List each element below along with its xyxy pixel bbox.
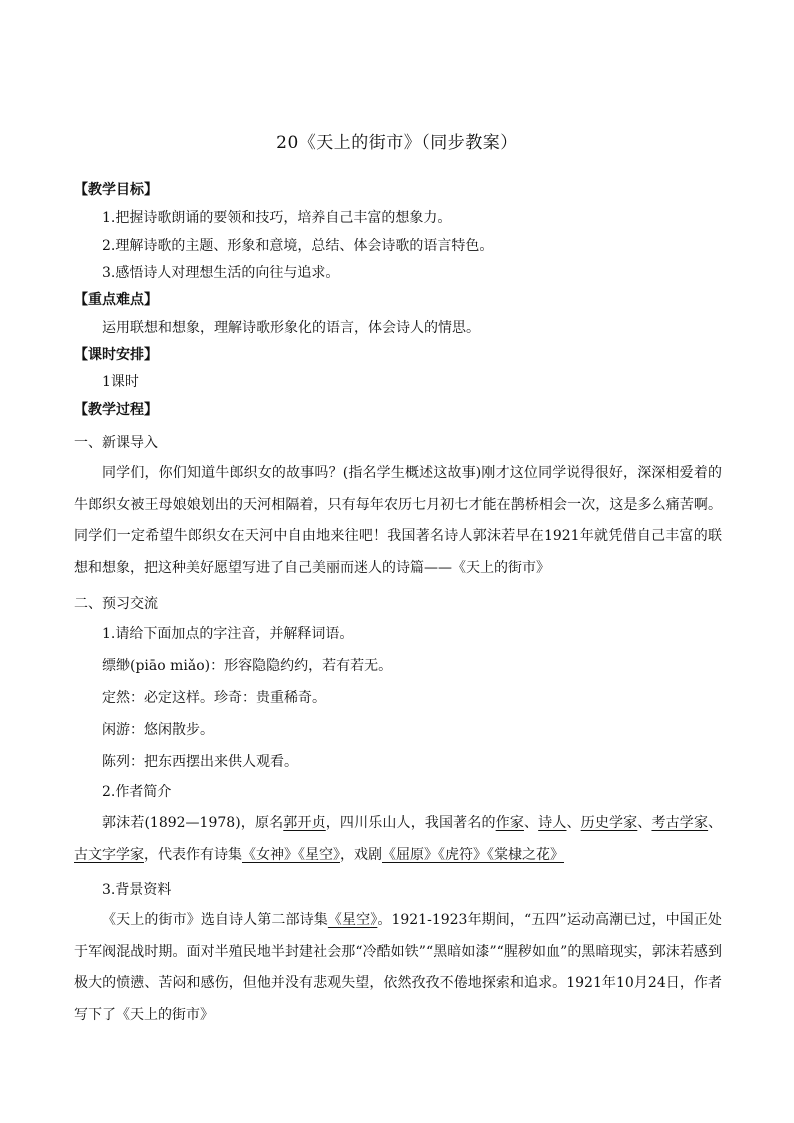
separator: 、 xyxy=(708,815,723,831)
vocab-item-2: 定然：必定这样。珍奇：贵重稀奇。 xyxy=(102,690,326,706)
author-role-poet: 诗人 xyxy=(538,815,567,831)
vocab-item-3: 闲游：悠闲散步。 xyxy=(102,722,214,738)
intro-paragraph: 同学们，你们知道牛郎织女的故事吗？(指名学生概述这故事)刚才这位同学说得很好，深深相爱着的牛郎织女被王母娘娘划出的天河相隔着，只有每年农历七月初七才能在鹊桥相会一次，这是多么痛苦啊。同学们一定希望牛郎织女在天河中自由地来往吧！我国著名诗人郭沫若早在1921年就凭借自己丰富的联想和想象，把这种美好愿望写进了自己美丽而迷人的诗篇——《天上的街市》 xyxy=(74,465,722,576)
author-drama-works: 《屈原》《虎符》《棠棣之花》 xyxy=(382,846,564,863)
separator: 、 xyxy=(523,815,539,831)
background-text: 。1921-1923年期间，“五四”运动高潮已过，中国正处于军阀混战时期。面对半殖民地半封建社会那“冷酷如铁”“黑暗如漆”“腥秽如血”的黑暗现实，郭沫若感到极大的愤懑、苦闷和感伤，但他并没有悲观失望，依然孜孜不倦地探索和追求。1921年10月24日，作者写下了《天上的街市》 xyxy=(74,912,722,1023)
page-title: 20《天上的街市》（同步教案） xyxy=(276,133,518,153)
heading-teaching-goals: 【教学目标】 xyxy=(74,182,158,198)
author-text: 郭沫若(1892—1978)，原名 xyxy=(102,815,284,831)
goal-item-2: 2.理解诗歌的主题、形象和意境，总结、体会诗歌的语言特色。 xyxy=(102,238,494,254)
heading-process: 【教学过程】 xyxy=(74,402,158,418)
background-paragraph xyxy=(74,905,722,1031)
separator: 、 xyxy=(637,815,652,831)
author-text: ，戏剧 xyxy=(340,846,382,863)
vocab-item-1: 缥缈(piāo miǎo)：形容隐隐约约，若有若无。 xyxy=(102,658,393,674)
vocab-item-4: 陈列：把东西摆出来供人观看。 xyxy=(102,754,298,770)
preview-item-1: 1.请给下面加点的字注音，并解释词语。 xyxy=(102,626,354,642)
author-role-historian: 历史学家 xyxy=(580,815,638,831)
author-paragraph xyxy=(74,808,722,871)
separator: 、 xyxy=(566,815,581,831)
heading-key-points: 【重点难点】 xyxy=(74,292,158,308)
author-text: ，四川乐山人，我国著名的 xyxy=(325,815,496,831)
heading-schedule: 【课时安排】 xyxy=(74,347,158,363)
author-role-paleographer: 古文字学家 xyxy=(74,846,144,863)
goal-item-3: 3.感悟诗人对理想生活的向往与追求。 xyxy=(102,265,340,281)
author-role-writer: 作家 xyxy=(495,815,524,831)
schedule-text: 1课时 xyxy=(102,374,139,390)
goal-item-1: 1.把握诗歌朗诵的要领和技巧，培养自己丰富的想象力。 xyxy=(102,210,452,226)
author-role-archaeologist: 考古学家 xyxy=(651,815,709,831)
preview-item-3: 3.背景资料 xyxy=(102,882,172,898)
section-intro-title: 一、新课导入 xyxy=(74,435,158,451)
preview-item-2: 2.作者简介 xyxy=(102,784,172,800)
author-text: ，代表作有诗集 xyxy=(144,846,242,863)
key-point-text: 运用联想和想象，理解诗歌形象化的语言，体会诗人的情思。 xyxy=(102,320,480,336)
background-text: 《天上的街市》选自诗人第二部诗集 xyxy=(102,912,328,928)
background-collection: 《星空》 xyxy=(327,912,378,928)
author-poetry-works: 《女神》《星空》 xyxy=(242,846,340,863)
author-original-name: 郭开贞 xyxy=(283,815,326,831)
section-preview-title: 二、预习交流 xyxy=(74,596,158,612)
